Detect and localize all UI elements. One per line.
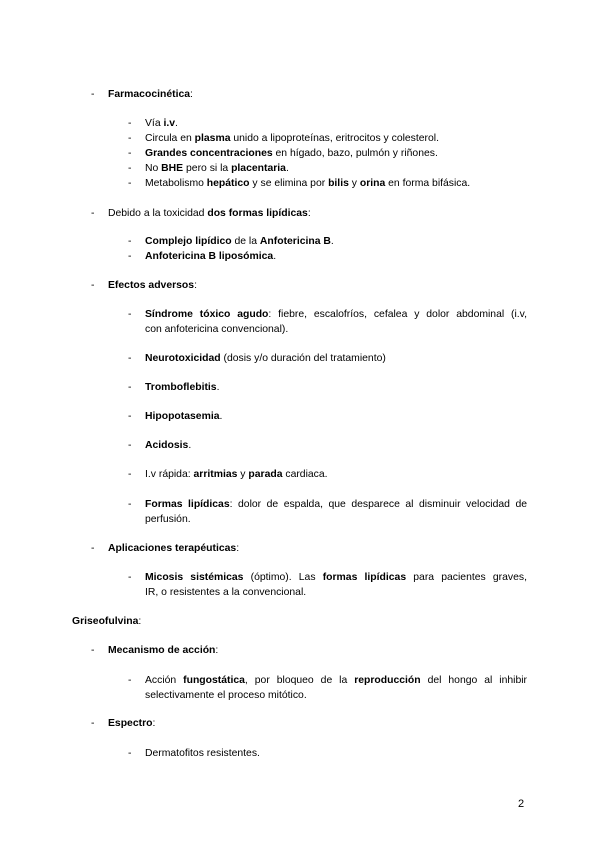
list-item: Metabolismo hepático y se elimina por bilis y orina en forma bifásica.: [145, 178, 471, 189]
list-item: Síndrome tóxico agudo: fiebre, escalofríos, cefalea y dolor abdominal (i.v,: [145, 309, 527, 320]
bullet-dash: -: [91, 208, 95, 219]
section-heading: Farmacocinética:: [108, 89, 193, 100]
list-item: Anfotericina B liposómica.: [145, 251, 277, 262]
bullet-dash: -: [128, 499, 132, 510]
bullet-dash: -: [128, 236, 132, 247]
section-heading: Espectro:: [108, 718, 156, 729]
list-item: Micosis sistémicas (óptimo). Las formas lipídicas para pacientes graves,: [145, 572, 527, 583]
bullet-dash: -: [91, 280, 95, 291]
list-item-continuation: perfusión.: [145, 514, 191, 525]
list-item-continuation: selectivamente el proceso mitótico.: [145, 690, 307, 701]
bullet-dash: -: [128, 440, 132, 451]
bullet-dash: -: [91, 645, 95, 656]
page-number: 2: [518, 798, 525, 810]
list-item-continuation: con anfotericina convencional).: [145, 324, 289, 335]
list-item-continuation: IR, o resistentes a la convencional.: [145, 587, 307, 598]
bullet-dash: -: [128, 675, 132, 686]
list-item: Vía i.v.: [145, 118, 178, 129]
bullet-dash: -: [128, 411, 132, 422]
bullet-dash: -: [128, 309, 132, 320]
bullet-dash: -: [128, 178, 132, 189]
list-item: No BHE pero si la placentaria.: [145, 163, 289, 174]
bullet-dash: -: [128, 251, 132, 262]
bullet-dash: -: [128, 353, 132, 364]
list-item: Acción fungostática, por bloqueo de la reproducción del hongo al inhibir: [145, 675, 527, 686]
bullet-dash: -: [128, 572, 132, 583]
drug-title: Griseofulvina:: [72, 616, 142, 627]
list-item: Dermatofitos resistentes.: [145, 748, 260, 759]
list-item: Complejo lipídico de la Anfotericina B.: [145, 236, 334, 247]
list-item: Grandes concentraciones en hígado, bazo, pulmón y riñones.: [145, 148, 438, 159]
list-item: Acidosis.: [145, 440, 192, 451]
bullet-dash: -: [128, 148, 132, 159]
bullet-dash: -: [128, 133, 132, 144]
list-item: Tromboflebitis.: [145, 382, 220, 393]
bullet-dash: -: [91, 718, 95, 729]
bullet-dash: -: [128, 748, 132, 759]
bullet-dash: -: [128, 163, 132, 174]
section-heading: Efectos adversos:: [108, 280, 197, 291]
bullet-dash: -: [128, 469, 132, 480]
section-heading: Debido a la toxicidad dos formas lipídicas:: [108, 208, 311, 219]
bullet-dash: -: [91, 543, 95, 554]
list-item: Formas lipídicas: dolor de espalda, que desparece al disminuir velocidad de: [145, 499, 528, 510]
list-item: I.v rápida: arritmias y parada cardiaca.: [145, 469, 328, 480]
bullet-dash: -: [128, 118, 132, 129]
list-item: Hipopotasemia.: [145, 411, 223, 422]
section-heading: Aplicaciones terapéuticas:: [108, 543, 240, 554]
list-item: Neurotoxicidad (dosis y/o duración del tratamiento): [145, 353, 386, 364]
section-heading: Mecanismo de acción:: [108, 645, 219, 656]
list-item: Circula en plasma unido a lipoproteínas, eritrocitos y colesterol.: [145, 133, 439, 144]
bullet-dash: -: [91, 89, 95, 100]
bullet-dash: -: [128, 382, 132, 393]
